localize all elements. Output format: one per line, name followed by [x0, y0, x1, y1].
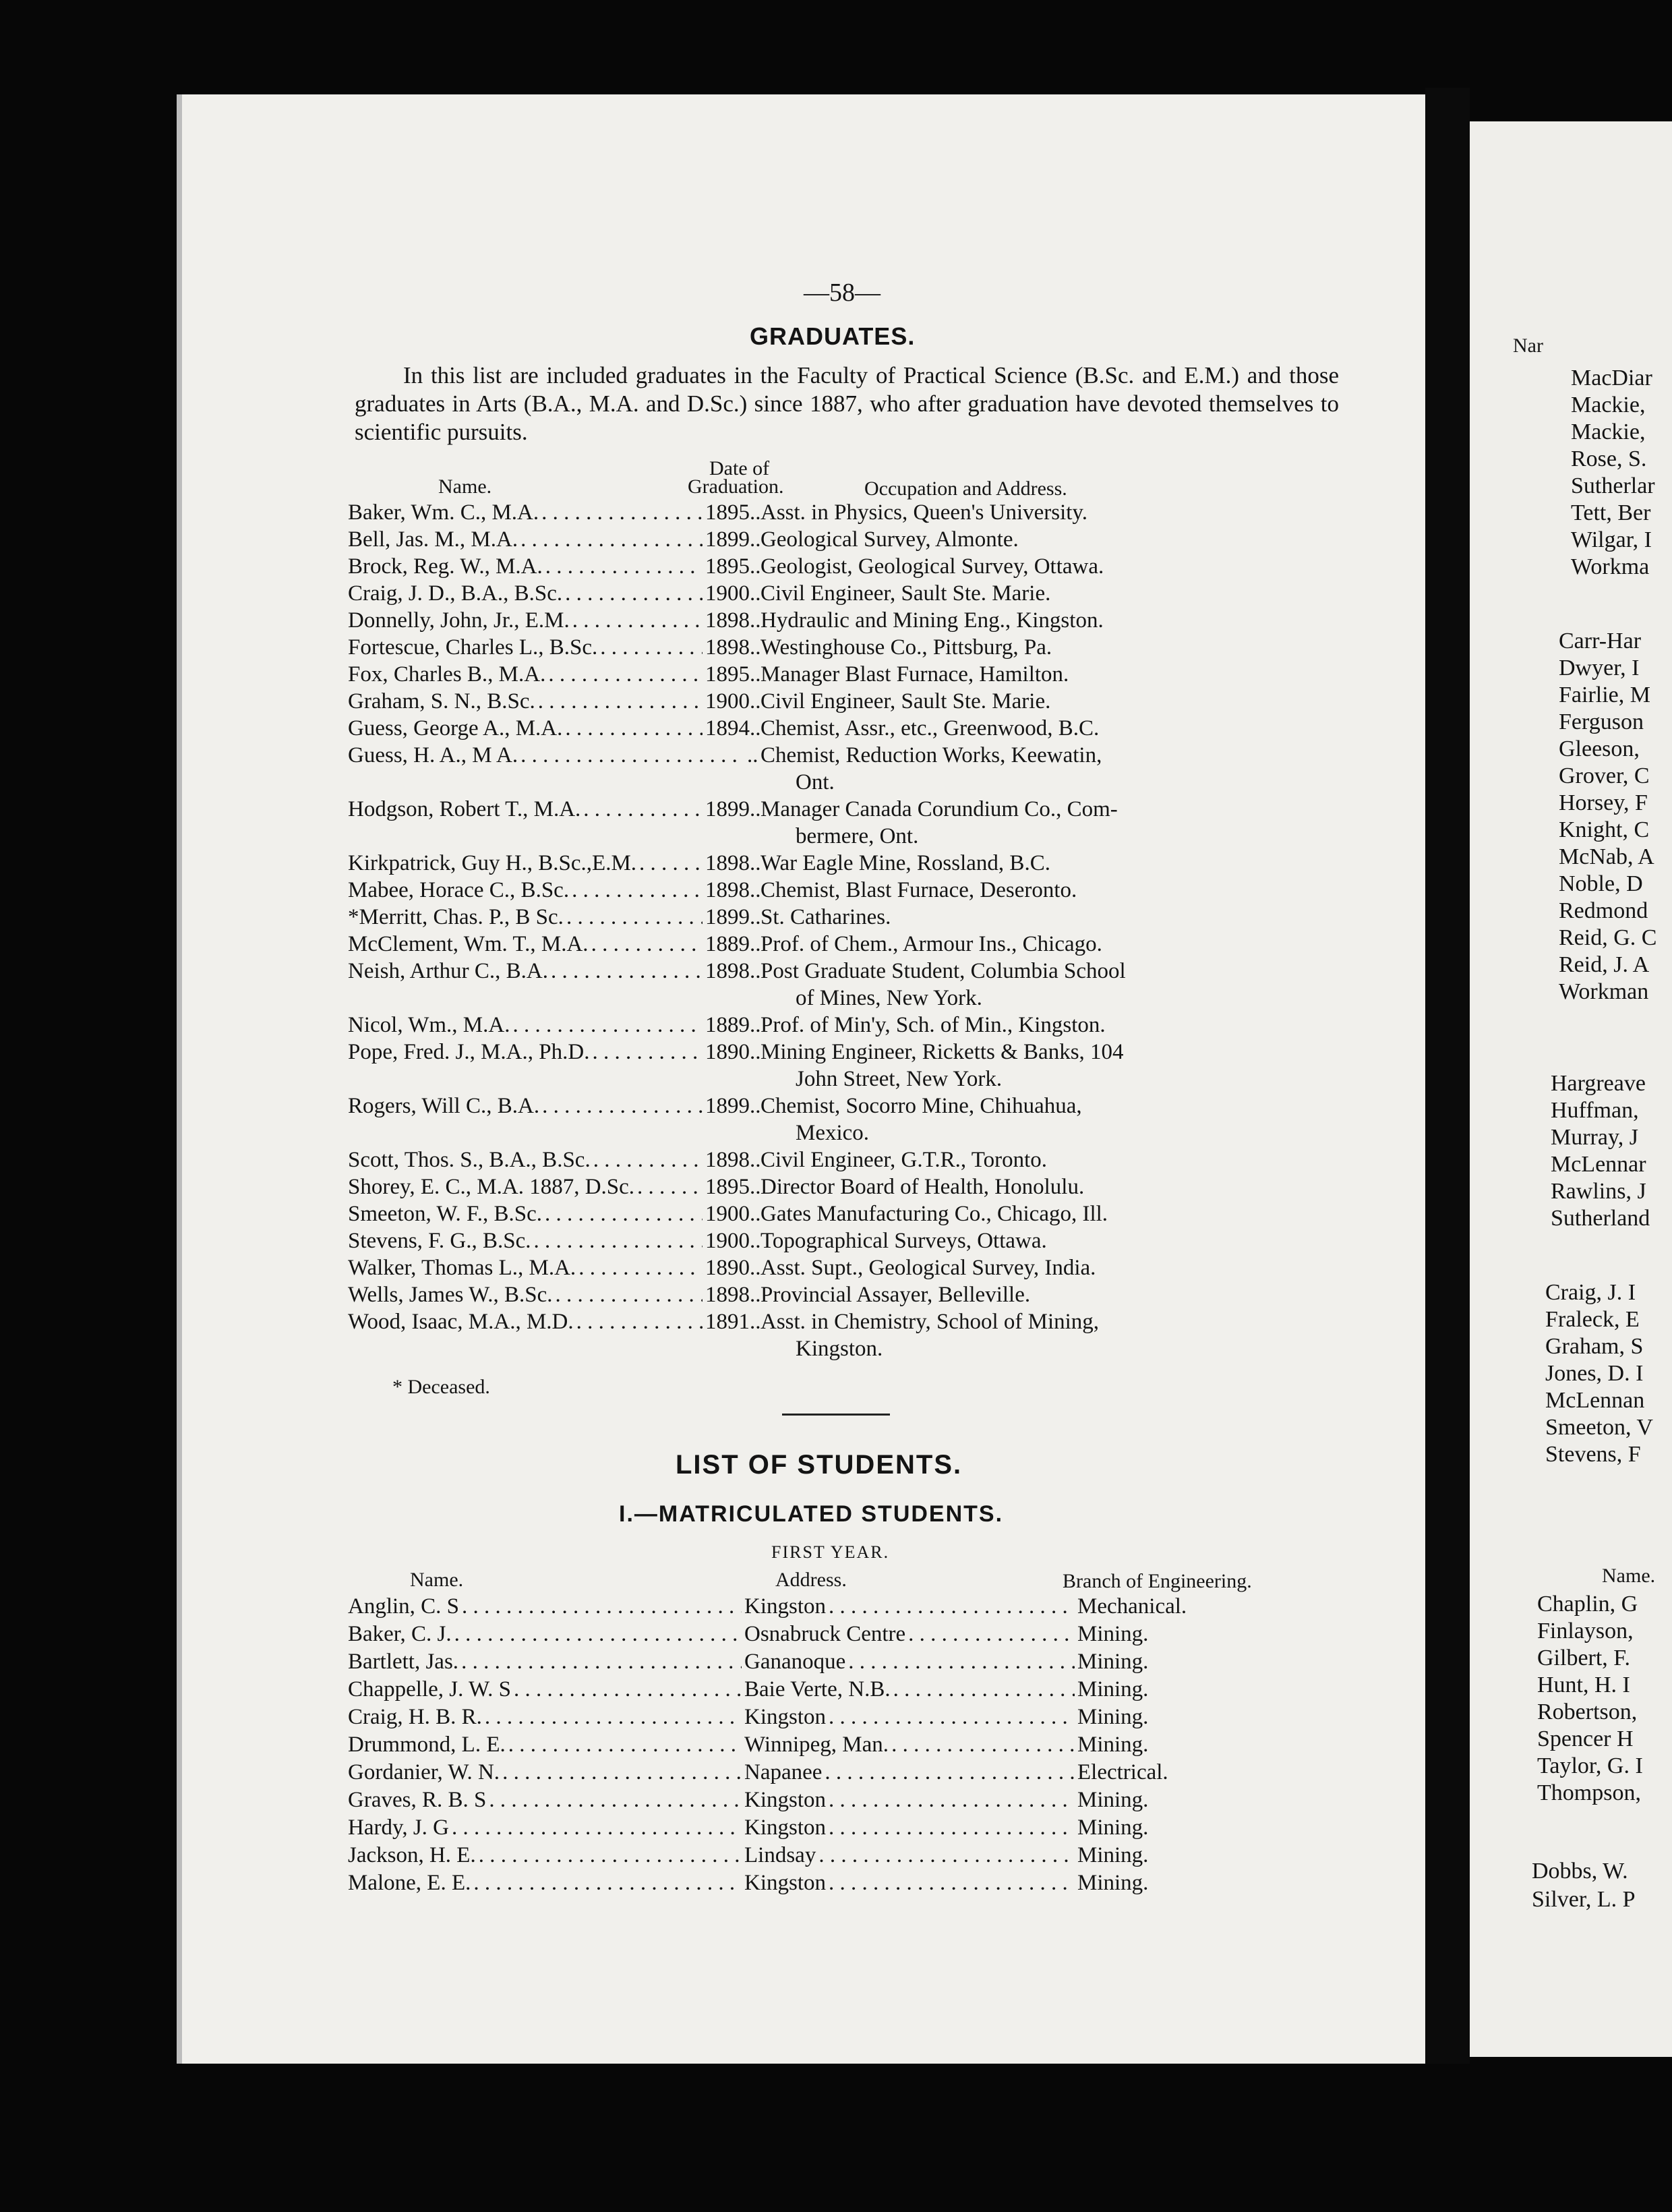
right-name-entry: Stevens, F — [1545, 1442, 1641, 1467]
dot-leader — [545, 553, 703, 580]
graduates-col-name: Name. — [438, 475, 492, 498]
student-branch: Mining. — [1077, 1733, 1149, 1757]
graduate-name: Mabee, Horace C., B.Sc. — [348, 878, 570, 902]
dot-leader — [848, 1648, 1075, 1675]
dot-leader — [578, 1254, 703, 1281]
dot-leader — [893, 1676, 1075, 1703]
graduate-name: Fortescue, Charles L., B.Sc. — [348, 635, 598, 660]
dot-leader — [637, 1173, 703, 1200]
graduate-name: Brock, Reg. W., M.A. — [348, 554, 543, 579]
graduate-name: Baker, Wm. C., M.A. — [348, 500, 539, 525]
students-col-name: Name. — [410, 1569, 464, 1591]
graduate-row — [348, 499, 539, 526]
graduate-row — [348, 661, 545, 688]
dot-leader — [583, 796, 703, 823]
graduate-year: 1900.. — [705, 1202, 761, 1226]
graduate-year: .. — [747, 743, 758, 767]
dot-leader — [829, 1869, 1075, 1896]
right-name-entry: Gilbert, F. — [1537, 1646, 1630, 1670]
student-name: Drummond, L. E. — [348, 1733, 506, 1757]
page-number: —58— — [804, 279, 880, 307]
graduate-row — [348, 1254, 576, 1281]
student-name: Baker, C. J. — [348, 1622, 452, 1646]
graduate-occupation: Prof. of Chem., Armour Ins., Chicago. — [760, 932, 1102, 956]
graduate-year: 1900.. — [705, 689, 761, 714]
dot-leader — [485, 1704, 742, 1730]
graduate-name: Graham, S. N., B.Sc. — [348, 689, 535, 714]
right-name-entry: Dobbs, W. — [1532, 1859, 1628, 1884]
dot-leader — [572, 607, 703, 634]
graduates-intro: In this list are included graduates in the Faculty of Practical Science (B.Sc. and E.M.) and those graduates in Arts (B.A., M.A. and D.Sc.) since 1887, who after graduation have devoted themselves to scientific pursuits. — [355, 362, 1339, 445]
right-name-entry: Craig, J. I — [1545, 1280, 1636, 1305]
graduate-year: 1891.. — [705, 1310, 761, 1334]
dot-leader — [639, 850, 703, 877]
right-name-entry: Horsey, F — [1559, 790, 1648, 815]
dot-leader — [908, 1621, 1075, 1648]
student-address: Lindsay — [744, 1843, 816, 1867]
student-address: Osnabruck Centre — [744, 1622, 906, 1646]
right-name-entry: Reid, G. C — [1559, 925, 1657, 950]
graduate-occupation: Geological Survey, Almonte. — [760, 527, 1019, 552]
graduate-row — [348, 1200, 542, 1227]
dot-leader — [556, 1281, 703, 1308]
right-name-entry: Chaplin, G — [1537, 1592, 1638, 1617]
graduate-year: 1898.. — [705, 635, 761, 660]
dot-leader — [591, 931, 703, 958]
right-name-entry: Murray, J — [1551, 1125, 1638, 1150]
right-name-entry: Taylor, G. I — [1537, 1753, 1643, 1778]
graduate-name: Bell, Jas. M., M.A. — [348, 527, 518, 552]
student-name: Bartlett, Jas. — [348, 1650, 459, 1674]
dot-leader — [502, 1759, 742, 1786]
graduate-occupation: Geologist, Geological Survey, Ottawa. — [760, 554, 1104, 579]
right-name-entry: McLennar — [1551, 1152, 1646, 1177]
right-name-entry: Huffman, — [1551, 1098, 1639, 1123]
student-name: Gordanier, W. N. — [348, 1760, 500, 1784]
right-name-entry: McLennan — [1545, 1388, 1645, 1413]
dot-leader — [592, 1039, 703, 1066]
student-address: Winnipeg, Man. — [744, 1733, 889, 1757]
graduate-occupation: Asst. in Chemistry, School of Mining, — [760, 1310, 1100, 1334]
graduate-row — [348, 958, 548, 985]
book-gutter — [1425, 88, 1470, 2064]
graduate-year: 1898.. — [705, 1148, 761, 1172]
graduate-year: 1898.. — [705, 959, 761, 983]
first-year-label: FIRST YEAR. — [771, 1542, 890, 1562]
dot-leader — [565, 580, 703, 607]
graduate-occupation: Hydraulic and Mining Eng., Kingston. — [760, 608, 1104, 633]
dot-leader — [548, 661, 703, 688]
student-name: Graves, R. B. S — [348, 1788, 487, 1812]
dot-leader — [454, 1621, 742, 1648]
right-name-entry: Spencer H — [1537, 1726, 1634, 1751]
dot-leader — [462, 1593, 742, 1620]
section-divider — [782, 1414, 890, 1416]
graduate-row — [348, 877, 569, 904]
graduate-year: 1899.. — [705, 797, 761, 821]
dot-leader — [508, 1731, 742, 1758]
graduate-occupation-continued: Kingston. — [796, 1337, 883, 1361]
right-name-entry: Tett, Ber — [1571, 500, 1651, 525]
graduate-name: Stevens, F. G., B.Sc. — [348, 1229, 531, 1253]
dot-leader — [541, 499, 703, 526]
graduate-occupation: Chemist, Reduction Works, Keewatin, — [760, 743, 1102, 767]
graduate-row — [348, 1146, 591, 1173]
dot-leader — [512, 1012, 703, 1039]
graduate-year: 1900.. — [705, 581, 761, 606]
dot-leader — [829, 1704, 1075, 1730]
student-branch: Mining. — [1077, 1788, 1149, 1812]
graduate-year: 1900.. — [705, 1229, 761, 1253]
left-page — [177, 94, 1425, 2064]
graduate-row — [348, 634, 597, 661]
graduate-year: 1899.. — [705, 1094, 761, 1118]
student-address: Kingston — [744, 1594, 827, 1619]
right-name-entry: Reid, J. A — [1559, 952, 1650, 977]
dot-leader — [829, 1814, 1075, 1841]
right-name-entry: Carr-Har — [1559, 629, 1642, 653]
students-col-branch: Branch of Engineering. — [1063, 1570, 1252, 1592]
dot-leader — [829, 1786, 1075, 1813]
dot-leader — [514, 1676, 742, 1703]
graduate-year: 1895.. — [705, 1175, 761, 1199]
graduate-name: Smeeton, W. F., B.Sc. — [348, 1202, 542, 1226]
graduate-name: Pope, Fred. J., M.A., Ph.D. — [348, 1040, 590, 1064]
graduate-occupation: Civil Engineer, G.T.R., Toronto. — [760, 1148, 1048, 1172]
graduate-occupation: Asst. in Physics, Queen's University. — [760, 500, 1088, 525]
graduate-row — [348, 742, 518, 769]
graduate-row — [348, 1227, 531, 1254]
dot-leader — [565, 715, 703, 742]
student-branch: Mining. — [1077, 1650, 1149, 1674]
dot-leader — [545, 1200, 703, 1227]
graduate-name: Wood, Isaac, M.A., M.D. — [348, 1310, 574, 1334]
student-branch: Mining. — [1077, 1622, 1149, 1646]
graduate-name: Guess, George A., M.A. — [348, 716, 563, 740]
student-name: Jackson, H. E. — [348, 1843, 476, 1867]
graduates-col-date-1: Date of — [709, 457, 770, 479]
graduate-row — [348, 688, 535, 715]
graduate-occupation: Gates Manufacturing Co., Chicago, Ill. — [760, 1202, 1108, 1226]
students-heading: LIST OF STUDENTS. — [676, 1450, 963, 1480]
footnote-deceased: * Deceased. — [392, 1376, 490, 1398]
student-name: Anglin, C. S — [348, 1594, 460, 1619]
right-column-header: Nar — [1513, 334, 1543, 357]
graduate-occupation: Manager Canada Corundium Co., Com- — [760, 797, 1118, 821]
graduate-name: Nicol, Wm., M.A. — [348, 1013, 510, 1037]
graduate-occupation: War Eagle Mine, Rossland, B.C. — [760, 851, 1050, 875]
right-name-entry: Wilgar, I — [1571, 527, 1652, 552]
graduate-row — [348, 1039, 589, 1066]
right-name-entry: Mackie, — [1571, 392, 1646, 417]
dot-leader — [461, 1648, 742, 1675]
student-name: Hardy, J. G — [348, 1815, 449, 1840]
student-branch: Mining. — [1077, 1815, 1149, 1840]
graduate-occupation: Civil Engineer, Sault Ste. Marie. — [760, 689, 1051, 714]
graduate-year: 1889.. — [705, 932, 761, 956]
graduate-name: Hodgson, Robert T., M.A. — [348, 797, 581, 821]
graduate-year: 1894.. — [705, 716, 761, 740]
graduate-year: 1895.. — [705, 662, 761, 687]
graduate-occupation: Post Graduate Student, Columbia School — [760, 959, 1126, 983]
graduate-occupation: Prof. of Min'y, Sch. of Min., Kingston. — [760, 1013, 1106, 1037]
student-branch: Mining. — [1077, 1677, 1149, 1701]
right-name-entry: Mackie, — [1571, 419, 1646, 444]
student-branch: Mining. — [1077, 1871, 1149, 1895]
student-name: Craig, H. B. R. — [348, 1705, 482, 1729]
graduates-col-occupation: Occupation and Address. — [864, 477, 1067, 500]
graduate-row — [348, 553, 543, 580]
graduate-year: 1898.. — [705, 878, 761, 902]
right-name-entry: Silver, L. P — [1532, 1887, 1636, 1912]
graduate-name: Kirkpatrick, Guy H., B.Sc.,E.M. — [348, 851, 637, 875]
graduate-row — [348, 931, 589, 958]
graduate-occupation: Asst. Supt., Geological Survey, India. — [760, 1256, 1096, 1280]
graduate-row — [348, 1093, 539, 1119]
dot-leader — [479, 1842, 742, 1869]
right-name-entry: Jones, D. I — [1545, 1361, 1644, 1386]
student-address: Kingston — [744, 1788, 827, 1812]
graduate-occupation-continued: John Street, New York. — [796, 1067, 1003, 1091]
dot-leader — [520, 742, 744, 769]
graduate-occupation: Director Board of Health, Honolulu. — [760, 1175, 1085, 1199]
right-name-entry: Smeeton, V — [1545, 1415, 1653, 1440]
right-name-entry: Rose, S. — [1571, 446, 1647, 471]
graduate-occupation-continued: Ont. — [796, 770, 835, 794]
dot-leader — [551, 958, 703, 985]
right-name-entry: Finlayson, — [1537, 1619, 1634, 1643]
students-subheading: I.—MATRICULATED STUDENTS. — [619, 1501, 1004, 1527]
graduate-year: 1889.. — [705, 1013, 761, 1037]
student-address: Kingston — [744, 1815, 827, 1840]
graduate-name: Walker, Thomas L., M.A. — [348, 1256, 576, 1280]
graduate-name: Neish, Arthur C., B.A. — [348, 959, 548, 983]
right-name-entry: Sutherland — [1551, 1206, 1650, 1231]
right-name-entry: Fairlie, M — [1559, 682, 1650, 707]
graduate-occupation: Chemist, Assr., etc., Greenwood, B.C. — [760, 716, 1100, 740]
student-address: Baie Verte, N.B. — [744, 1677, 891, 1701]
graduate-row — [348, 1281, 553, 1308]
graduate-row — [348, 796, 580, 823]
graduate-row — [348, 580, 562, 607]
graduate-year: 1895.. — [705, 500, 761, 525]
dot-leader — [818, 1842, 1075, 1869]
graduate-occupation: Chemist, Blast Furnace, Deseronto. — [760, 878, 1077, 902]
right-name-entry: Dwyer, I — [1559, 656, 1640, 680]
graduate-occupation: Topographical Surveys, Ottawa. — [760, 1229, 1047, 1253]
right-name-entry: Hunt, H. I — [1537, 1672, 1630, 1697]
graduate-name: McClement, Wm. T., M.A. — [348, 932, 589, 956]
graduate-name: Guess, H. A., M A. — [348, 743, 518, 767]
graduate-year: 1899.. — [705, 527, 761, 552]
graduate-year: 1890.. — [705, 1256, 761, 1280]
graduate-name: Wells, James W., B.Sc. — [348, 1283, 553, 1307]
dot-leader — [473, 1869, 742, 1896]
graduate-occupation: Manager Blast Furnace, Hamilton. — [760, 662, 1069, 687]
graduate-year: 1898.. — [705, 1283, 761, 1307]
graduate-name: Donnelly, John, Jr., E.M. — [348, 608, 570, 633]
dot-leader — [533, 1227, 703, 1254]
right-name-entry: Workman — [1559, 979, 1649, 1004]
dot-leader — [891, 1731, 1075, 1758]
graduate-occupation-continued: of Mines, New York. — [796, 986, 982, 1010]
graduate-occupation: Westinghouse Co., Pittsburg, Pa. — [760, 635, 1052, 660]
graduate-row — [348, 1308, 574, 1335]
dot-leader — [825, 1759, 1075, 1786]
graduate-row — [348, 526, 518, 553]
right-page — [1470, 121, 1672, 2057]
right-name-entry: MacDiar — [1571, 366, 1652, 390]
right-name-entry: Fraleck, E — [1545, 1307, 1640, 1332]
graduate-year: 1898.. — [705, 608, 761, 633]
right-column-header-2: Name. — [1602, 1565, 1656, 1587]
right-name-entry: Graham, S — [1545, 1334, 1644, 1359]
student-address: Napanee — [744, 1760, 823, 1784]
dot-leader — [542, 1093, 703, 1119]
graduate-name: Shorey, E. C., M.A. 1887, D.Sc. — [348, 1175, 635, 1199]
student-branch: Mining. — [1077, 1705, 1149, 1729]
graduate-row — [348, 904, 564, 931]
right-name-entry: Hargreave — [1551, 1071, 1646, 1096]
graduate-row — [348, 1173, 634, 1200]
right-name-entry: Thompson, — [1537, 1780, 1641, 1805]
graduate-name: Rogers, Will C., B.A. — [348, 1094, 540, 1118]
graduate-row — [348, 850, 636, 877]
dot-leader — [520, 526, 703, 553]
dot-leader — [538, 688, 703, 715]
student-branch: Mining. — [1077, 1843, 1149, 1867]
right-name-entry: Knight, C — [1559, 817, 1650, 842]
student-name: Chappelle, J. W. S — [348, 1677, 512, 1701]
right-name-entry: Gleeson, — [1559, 736, 1640, 761]
graduate-occupation: Chemist, Socorro Mine, Chihuahua, — [760, 1094, 1082, 1118]
graduate-year: 1895.. — [705, 554, 761, 579]
student-branch: Mechanical. — [1077, 1594, 1187, 1619]
right-name-entry: Redmond — [1559, 898, 1648, 923]
dot-leader — [576, 1308, 703, 1335]
graduate-row — [348, 607, 570, 634]
graduates-heading: GRADUATES. — [750, 322, 916, 350]
right-name-entry: Workma — [1571, 554, 1650, 579]
dot-leader — [600, 634, 703, 661]
dot-leader — [566, 904, 703, 931]
graduate-name: *Merritt, Chas. P., B Sc. — [348, 905, 564, 929]
right-name-entry: Robertson, — [1537, 1699, 1638, 1724]
students-col-address: Address. — [775, 1569, 847, 1591]
graduate-occupation-continued: bermere, Ont. — [796, 824, 919, 848]
right-name-entry: Grover, C — [1559, 763, 1650, 788]
graduate-name: Craig, J. D., B.A., B.Sc. — [348, 581, 563, 606]
student-name: Malone, E. E. — [348, 1871, 471, 1895]
graduate-name: Fox, Charles B., M.A. — [348, 662, 546, 687]
graduate-row — [348, 715, 562, 742]
dot-leader — [593, 1146, 703, 1173]
graduate-name: Scott, Thos. S., B.A., B.Sc. — [348, 1148, 591, 1172]
graduate-year: 1890.. — [705, 1040, 761, 1064]
graduate-occupation: Mining Engineer, Ricketts & Banks, 104 — [760, 1040, 1124, 1064]
right-name-entry: Ferguson — [1559, 709, 1644, 734]
graduate-occupation-continued: Mexico. — [796, 1121, 870, 1145]
student-address: Gananoque — [744, 1650, 846, 1674]
graduate-occupation: Civil Engineer, Sault Ste. Marie. — [760, 581, 1051, 606]
right-name-entry: Sutherlar — [1571, 473, 1655, 498]
graduate-year: 1898.. — [705, 851, 761, 875]
dot-leader — [829, 1593, 1075, 1620]
graduates-col-date-2: Graduation. — [688, 475, 784, 498]
right-name-entry: Rawlins, J — [1551, 1179, 1646, 1204]
student-branch: Electrical. — [1077, 1760, 1168, 1784]
right-name-entry: Noble, D — [1559, 871, 1643, 896]
right-name-entry: McNab, A — [1559, 844, 1654, 869]
dot-leader — [572, 877, 703, 904]
student-address: Kingston — [744, 1871, 827, 1895]
graduate-occupation: St. Catharines. — [760, 905, 891, 929]
graduate-occupation: Provincial Assayer, Belleville. — [760, 1283, 1031, 1307]
dot-leader — [452, 1814, 742, 1841]
dot-leader — [489, 1786, 742, 1813]
graduate-year: 1899.. — [705, 905, 761, 929]
student-address: Kingston — [744, 1705, 827, 1729]
graduate-row — [348, 1012, 510, 1039]
